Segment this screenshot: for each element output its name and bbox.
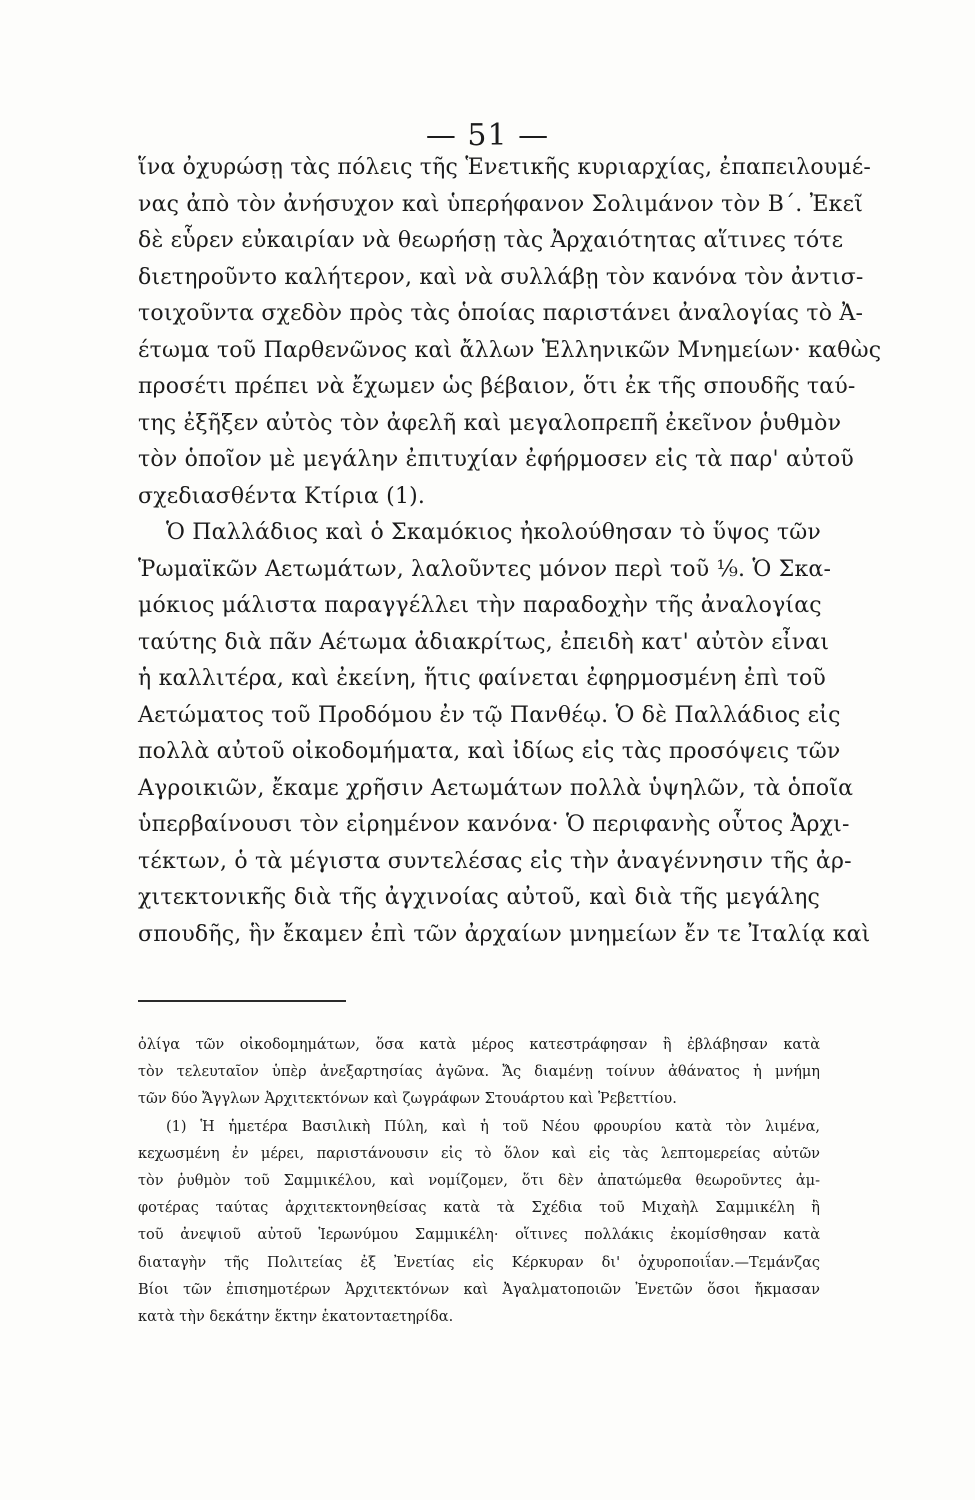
text-line: τέκτων, ὁ τὰ μέγιστα συντελέσας εἰς τὴν ἀναγέννησιν τῆς ἀρ- (138, 848, 852, 874)
footnote-line: τοῦ ἀνεψιοῦ αὐτοῦ Ἱερωνύμου Σαμμικέλη· οἵτινες πολλάκις ἐκομίσθησαν κατὰ (138, 1227, 820, 1244)
footnote-line: κεχωσμένη ἐν μέρει, παριστάνουσιν εἰς τὸ ὅλον καὶ εἰς τὰς λεπτομερείας αὐτῶν (138, 1145, 820, 1162)
page-number: — 51 — (425, 118, 550, 153)
text-line: νας ἀπὸ τὸν ἀνήσυχον καὶ ὑπερήφανον Σολιμάνον τὸν Β΄. Ἐκεῖ (138, 191, 864, 217)
footnote-line: φοτέρας ταύτας ἀρχιτεκτονηθείσας κατὰ τὰ Σχέδια τοῦ Μιχαὴλ Σαμμικέλη ἢ (138, 1200, 820, 1217)
main-text (138, 150, 882, 953)
text-line: δὲ εὗρεν εὐκαιρίαν νὰ θεωρήσῃ τὰς Ἀρχαιότητας αἵτινες τότε (138, 228, 844, 253)
text-line: Ῥωμαϊκῶν Αετωμάτων, λαλοῦντες μόνον περὶ τοῦ ⅑. Ὁ Σκα- (138, 556, 832, 582)
text-line: ἡ καλλιτέρα, καὶ ἐκείνη, ἥτις φαίνεται ἐφηρμοσμένη ἐπὶ τοῦ (138, 666, 826, 691)
text-line: πολλὰ αὐτοῦ οἰκοδομήματα, καὶ ἰδίως εἰς τὰς προσόψεις τῶν (138, 739, 841, 764)
footnote-line: τῶν δύο Ἄγγλων Ἀρχιτεκτόνων καὶ ζωγράφων Στουάρτου καὶ Ῥεβεττίου. (138, 1091, 677, 1108)
text-line: ἵνα ὀχυρώσῃ τὰς πόλεις τῆς Ἑνετικῆς κυριαρχίας, ἐπαπειλουμέ- (138, 155, 872, 180)
text-line: ταύτης διὰ πᾶν Αέτωμα ἀδιακρίτως, ἐπειδὴ κατ' αὐτὸν εἶναι (138, 629, 830, 655)
text-line: έτωμα τοῦ Παρθενῶνος καὶ ἄλλων Ἑλληνικῶν Μνημείων· καθὼς (138, 337, 882, 363)
footnotes (138, 1032, 820, 1331)
text-line: τὸν ὁποῖον μὲ μεγάλην ἐπιτυχίαν ἐφήρμοσεν εἰς τὰ παρ' αὐτοῦ (138, 447, 854, 472)
text-line: Ὁ Παλλάδιος καὶ ὁ Σκαμόκιος ἠκολούθησαν τὸ ὕψος τῶν (166, 520, 821, 545)
text-line: Αγροικιῶν, ἔκαμε χρῆσιν Αετωμάτων πολλὰ ὑψηλῶν, τὰ ὁποῖα (138, 775, 854, 801)
text-line: προσέτι πρέπει νὰ ἔχωμεν ὡς βέβαιον, ὅτι ἐκ τῆς σπουδῆς ταύ- (138, 374, 856, 399)
text-line: χιτεκτονικῆς διὰ τῆς ἀγχινοίας αὐτοῦ, καὶ διὰ τῆς μεγάλης (138, 885, 820, 910)
text-line: διετηροῦντο καλήτερον, καὶ νὰ συλλάβῃ τὸν κανόνα τὸν ἀντισ- (138, 264, 864, 290)
text-line: σπουδῆς, ἣν ἔκαμεν ἐπὶ τῶν ἀρχαίων μνημείων ἔν τε Ἰταλίᾳ καὶ (138, 921, 871, 947)
text-line: ὑπερβαίνουσι τὸν εἰρημένον κανόνα· Ὁ περιφανὴς οὗτος Ἀρχι- (138, 812, 850, 837)
footnote-line: ὀλίγα τῶν οἰκοδομημάτων, ὅσα κατὰ μέρος κατεστράφησαν ἢ ἐβλάβησαν κατὰ (138, 1037, 820, 1053)
footnote-line: διαταγὴν τῆς Πολιτείας ἐξ Ἐνετίας εἰς Κέρκυραν δι' ὀχυροποιΐαν.—Τεμάνζας (138, 1254, 820, 1271)
footnote-line: κατὰ τὴν δεκάτην ἕκτην ἑκατονταετηρίδα. (138, 1308, 454, 1325)
footnote-line: Βίοι τῶν ἐπισημοτέρων Ἀρχιτεκτόνων καὶ Ἀγαλματοποιῶν Ἐνετῶν ὅσοι ἤκμασαν (138, 1281, 820, 1298)
footnote-line: τὸν ῥυθμὸν τοῦ Σαμμικέλου, καὶ νομίζομεν, ὅτι δὲν ἀπατώμεθα θεωροῦντες ἀμ- (138, 1172, 820, 1189)
footnote-line: (1) Ἡ ἡμετέρα Βασιλικὴ Πύλη, καὶ ἡ τοῦ Νέου φρουρίου κατὰ τὸν λιμένα, (166, 1118, 820, 1135)
text-line: σχεδιασθέντα Κτίρια (1). (138, 483, 426, 509)
text-line: μόκιος μάλιστα παραγγέλλει τὴν παραδοχὴν τῆς ἀναλογίας (138, 593, 822, 618)
text-line: Αετώματος τοῦ Προδόμου ἐν τῷ Πανθέῳ. Ὁ δὲ Παλλάδιος εἰς (138, 702, 841, 728)
footnote-line: τὸν τελευταῖον ὑπὲρ ἀνεξαρτησίας ἀγῶνα. Ἄς διαμένῃ τοίνυν ἀθάνατος ἡ μνήμη (138, 1064, 820, 1081)
text-line: της ἐξῆξεν αὐτὸς τὸν ἀφελῆ καὶ μεγαλοπρεπῆ ἐκεῖνον ῥυθμὸν (138, 410, 842, 436)
text-line: τοιχοῦντα σχεδὸν πρὸς τὰς ὁποίας παριστάνει ἀναλογίας τὸ Ἀ- (138, 301, 864, 326)
footnote-rule (138, 1000, 346, 1002)
